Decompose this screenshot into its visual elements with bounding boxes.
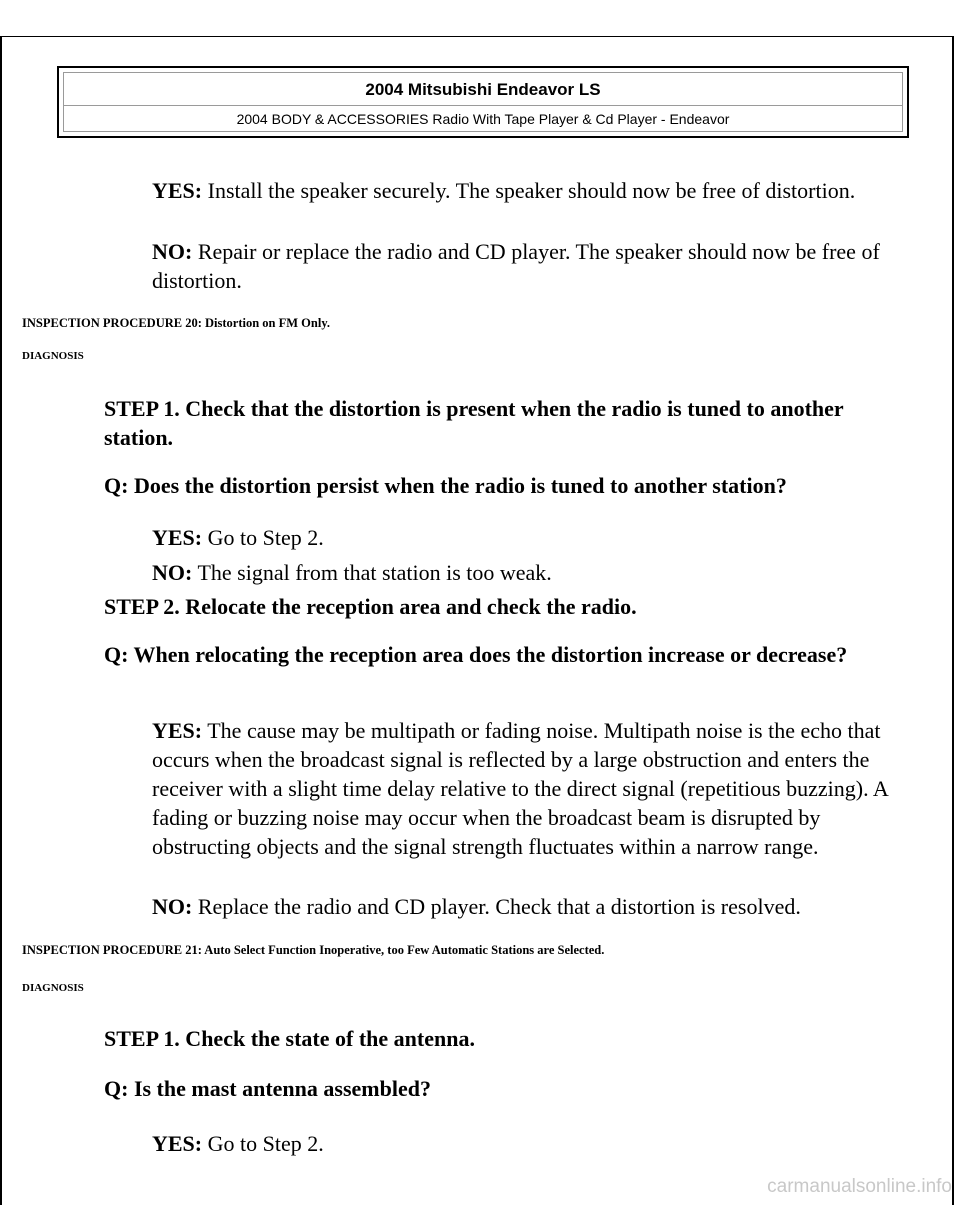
p20-q2-no-answer — [152, 892, 932, 921]
procedure-20-step-1: STEP 1. Check that the distortion is present when the radio is tuned to another station. — [104, 396, 844, 450]
document-header — [57, 66, 909, 138]
procedure-21-question-1: Q: Is the mast antenna assembled? — [104, 1076, 431, 1101]
answer-text: Go to Step 2. — [207, 525, 324, 550]
diagnosis-heading-1: DIAGNOSIS — [22, 350, 84, 362]
answer-text: The cause may be multipath or fading noise. Multipath noise is the echo that occurs when the broadcast signal is reflected by a large obstruction and enters the receiver with a slight time delay relative to the direct signal (repetitious buzzing). A fading or buzzing noise may occur when the broadcast beam is disrupted by obstructing objects and the signal strength fluctuates within a narrow range. — [152, 718, 888, 859]
diagnosis-heading-2: DIAGNOSIS — [22, 982, 84, 994]
yes-label: YES: — [152, 718, 203, 743]
answer-text: Install the speaker securely. The speaker should now be free of distortion. — [207, 178, 856, 203]
no-label: NO: — [152, 239, 193, 264]
procedure-21-title: INSPECTION PROCEDURE 21: Auto Select Function Inoperative, too Few Automatic Stations are Selected. — [22, 943, 605, 957]
answer-text: Replace the radio and CD player. Check that a distortion is resolved. — [197, 894, 801, 919]
procedure-20-question-1: Q: Does the distortion persist when the radio is tuned to another station? — [104, 473, 787, 498]
header-divider — [64, 105, 902, 106]
vehicle-title: 2004 Mitsubishi Endeavor LS — [365, 80, 601, 99]
yes-label: YES: — [152, 1131, 203, 1156]
p21-q1-yes-answer — [152, 1129, 892, 1158]
p20-q1-yes-answer — [152, 523, 892, 552]
procedure-20-title: INSPECTION PROCEDURE 20: Distortion on FM Only. — [22, 316, 331, 330]
yes-label: YES: — [152, 178, 203, 203]
no-label: NO: — [152, 894, 193, 919]
watermark: carmanualsonline.info — [767, 1176, 952, 1197]
yes-label: YES: — [152, 525, 203, 550]
answer-text: The signal from that station is too weak. — [197, 560, 552, 585]
header-inner-frame — [63, 72, 903, 132]
no-label: NO: — [152, 560, 193, 585]
answer-yes-install-speaker — [152, 176, 892, 205]
answer-no-repair-radio — [152, 237, 892, 295]
procedure-21-step-1: STEP 1. Check the state of the antenna. — [104, 1026, 475, 1051]
procedure-20-step-2: STEP 2. Relocate the reception area and check the radio. — [104, 594, 637, 619]
answer-text: Repair or replace the radio and CD player. The speaker should now be free of distortion. — [152, 239, 880, 293]
section-subtitle: 2004 BODY & ACCESSORIES Radio With Tape Player & Cd Player - Endeavor — [236, 111, 730, 127]
p20-q2-yes-answer — [152, 716, 912, 861]
answer-text: Go to Step 2. — [207, 1131, 324, 1156]
procedure-20-question-2: Q: When relocating the reception area does the distortion increase or decrease? — [104, 642, 848, 667]
p20-q1-no-answer — [152, 558, 892, 587]
